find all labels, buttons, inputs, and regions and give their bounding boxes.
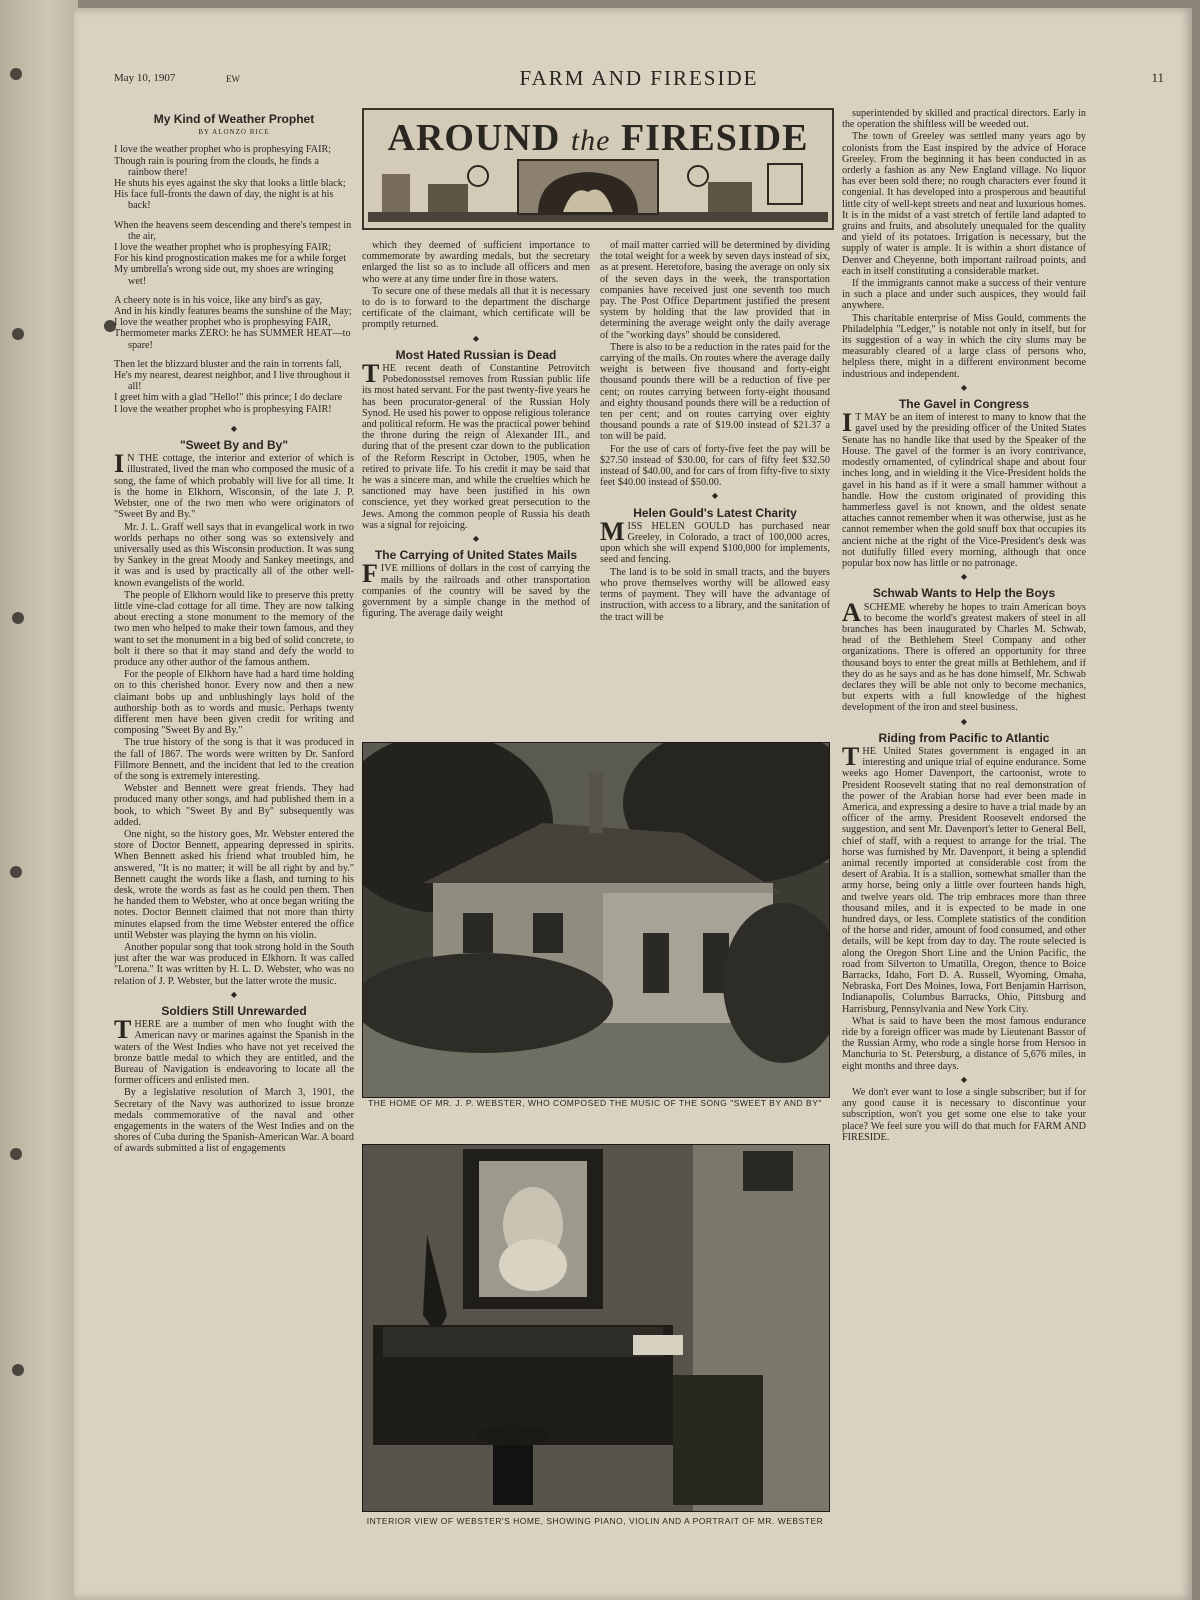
article-paragraph: By a legislative resolution of March 3, 1901, the Secretary of the Navy was authorized to issue bronze medals commemorative of the naval and other engagements in the waters of the West Indies and on the shores of Cuba during the Spanish-American War. A board of awards submitted a list of engagements [114, 1087, 354, 1155]
edition-code: EW [226, 74, 240, 84]
poem-line: I love the weather prophet who is prophesying FAIR! [114, 403, 332, 415]
section-divider: ◆ [472, 534, 480, 544]
poem-stanza [114, 295, 354, 351]
left-page-edge [0, 0, 78, 1600]
article-paragraph: The land is to be sold in small tracts, and the buyers who prove themselves worthy will be allowed easy terms of payment. They will have the advantage of instruction, with access to a library, and the sanitation of the tract will be [600, 566, 830, 623]
drop-cap: T [362, 359, 380, 389]
binding-hole [10, 68, 22, 80]
gavel-article [842, 408, 1086, 569]
banner-word-around: AROUND [387, 117, 561, 159]
binding-hole [10, 866, 22, 878]
poem-line: I love the weather prophet who is prophesying FAIR, [114, 317, 331, 329]
paragraph-text: T MAY be an item of interest to many to know that the gavel used by the presiding officer of the United States Senate has no handle like that used by the Speaker of the House. The gavel of the former is an ivory contrivance, modestly ornamented, of cylindrical shape and about four inches long, and in wielding it the Vice-President holds the gavel in his hand as if it were a small hammer without a handle. How the custom originated of providing this hammerless gavel is not known, and the oldest senate attaches cannot remember when it was otherwise, just as he cannot remember when the gold snuff box that occupies its ancient niche at the right of the Vice-President's desk was not dutifully filled every morning, although that once popular box now has little or no patronage. [842, 412, 1086, 569]
binding-hole [10, 1148, 22, 1160]
poem-line: His face full-fronts the dawn of day, the night is at his back! [114, 189, 334, 212]
poem-line: I love the weather prophet who is prophesying FAIR; [114, 144, 332, 156]
closing-note: We don't ever want to lose a single subscriber; but if for any good cause it is necessary to discontinue your subscription, won't you get some one else to take your place? We feel sure you will do that much for FARM AND FIRESIDE. [842, 1087, 1086, 1143]
article-paragraph [842, 741, 1086, 1015]
article-paragraph: There is also to be a reduction in the rates paid for the carrying of the mails. On routes where the average daily weight is between five thousand and forty-eight thousand pounds there will be a reduction of five per cent; on routes carrying between forty-eight thousand and eighty thousand pounds there will be a reduction of ten per cent; and on routes carrying over eighty thousand pounds a rate of $19.00 instead of $21.37 a ton will be paid. [600, 341, 830, 443]
section-divider: ◆ [960, 382, 968, 392]
article-paragraph: For the use of cars of forty-five feet the pay will be $27.50 instead of $30.00, for cars of fifty feet $32.50 instead of $40.00, and for cars of from fifty-five to sixty feet $40.00 instead of $50.00. [600, 443, 830, 489]
gavel-heading: The Gavel in Congress [898, 397, 1030, 412]
page-number: 11 [1151, 70, 1164, 85]
photo2-caption: INTERIOR VIEW OF WEBSTER'S HOME, SHOWING PIANO, VIOLIN AND A PORTRAIT OF MR. WEBSTER [366, 1516, 824, 1526]
drop-cap: F [362, 559, 378, 589]
gould-article [600, 516, 830, 623]
gould-heading: Helen Gould's Latest Charity [633, 505, 797, 520]
drop-cap: M [600, 516, 625, 546]
section-divider: ◆ [230, 423, 238, 433]
fireplace-illustration [368, 154, 828, 222]
poem-line: A cheery note is in his voice, like any bird's as gay, [114, 294, 322, 306]
poem-stanza [114, 359, 354, 415]
article-paragraph [842, 408, 1086, 569]
article-paragraph [114, 449, 354, 521]
soldiers-heading: Soldiers Still Unrewarded [161, 1004, 307, 1019]
drop-cap: A [842, 597, 861, 627]
issue-date: May 10, 1907 [114, 72, 176, 84]
poem-line: Though rain is pouring from the clouds, he finds a rainbow there! [114, 155, 319, 178]
gould-continued [842, 108, 1086, 380]
mails-continued [600, 240, 830, 488]
schwab-article [842, 597, 1086, 714]
section-divider: ◆ [472, 333, 480, 343]
article-paragraph [114, 1015, 354, 1087]
banner-word-the: the [570, 124, 611, 157]
poem-line: When the heavens seem descending and there's tempest in the air, [114, 219, 352, 242]
poem-line: He shuts his eyes against the sky that looks a little black; [114, 178, 346, 190]
drop-cap: I [114, 449, 125, 479]
section-divider: ◆ [960, 1074, 968, 1084]
poem-line: And in his kindly features beams the sunshine of the May; [114, 306, 352, 318]
poem-body [114, 144, 354, 414]
poem-line: Thermometer marks ZERO: he has SUMMER HEAT—to spare! [114, 328, 351, 351]
webster-home-exterior-photo [362, 742, 830, 1098]
paragraph-text: IVE millions of dollars in the cost of carrying the mails by the railroads and other transportation companies of the country will be saved by the government by a simple change in the method of figuring. The average daily weight [362, 563, 590, 620]
masthead-title: FARM AND FIRESIDE [519, 66, 759, 90]
poem-line: I love the weather prophet who is prophesying FAIR; [114, 242, 332, 254]
poem-stanza [114, 220, 354, 287]
poem-byline: BY ALONZO RICE [198, 128, 270, 137]
poem-line: Then let the blizzard bluster and the rain in torrents fall, [114, 358, 342, 370]
house-photo-image [363, 743, 829, 1097]
poem-line: I greet him with a glad "Hello!" this prince; I do declare [114, 392, 343, 404]
schwab-heading: Schwab Wants to Help the Boys [872, 586, 1056, 601]
column-1 [114, 108, 354, 1588]
article-paragraph: Another popular song that took strong hold in the South just after the war was produced in Elkhorn. It was called "Lorena." It was written by H. L. D. Webster, who was no relation of J. P. Webster, but the latter wrote the music. [114, 942, 354, 987]
paragraph-text: HE recent death of Constantine Petrovitch Pobedonosstsel removes from Russian public life its most hated servant. For the past twenty-five years he has been procurator-general of the Russian Holy Synod. He used his power to oppose religious tolerance and political reform. He was the practical power behind the throne during the reign of Alexander III., and during that of the present czar down to the publication of the Reform Rescript in October, 1905, when he retired to private life. To his credit it may be said that he was a sincere man, and while the cruelties which he sanctioned may have been justified in his own conscience, yet they worked great persecution to the Jews. Among the common people of Russia his death was a signal for rejoicing. [362, 363, 590, 531]
sweet-by-and-by-heading: "Sweet By and By" [179, 438, 289, 453]
drop-cap: I [842, 408, 853, 438]
sweet-by-and-by-article [114, 449, 354, 987]
around-the-fireside-banner [362, 108, 834, 230]
article-paragraph [362, 559, 590, 620]
column-4 [842, 108, 1086, 1588]
article-paragraph: Webster and Bennett were great friends. They had produced many other songs, and had published them in a book, to which "Sweet By and By" subsequently was added. [114, 783, 354, 828]
poem-stanza [114, 144, 354, 211]
article-paragraph: This charitable enterprise of Miss Gould, comments the Philadelphia "Ledger," is notable not only in itself, but for its suggestion of a way in which the city slums may be measurably cleared of a large class of persons who, helpless there, might in a different environment become industrious and independent. [842, 312, 1086, 380]
riding-article [842, 741, 1086, 1072]
article-paragraph: which they deemed of sufficient importance to commemorate by awarding medals, but the secretary enlarged the list so as to include all officers and men who were at any time under fire in those waters. [362, 240, 590, 285]
photo1-caption: THE HOME OF MR. J. P. WEBSTER, WHO COMPOSED THE MUSIC OF THE SONG "SWEET BY AND BY" [368, 1098, 822, 1108]
drop-cap: T [842, 741, 860, 771]
interior-photo-image [363, 1145, 829, 1511]
russian-article [362, 359, 590, 531]
paragraph-text: HE United States government is engaged in an interesting and unique trial of equine endurance. Some weeks ago Homer Davenport, the cartoonist, wrote to President Roosevelt stating that no real demonstration of the power of the Arabian horse had ever been made in America, and expressing a desire to have a trial made by an officer of the army. President Roosevelt endorsed the suggestion, and sent Mr. Davenport's letter to General Bell, chief of staff, with a request to arrange for the trial. The horse was furnished by Mr. Davenport, it being a splendid animal recently imported at considerable cost from the desert of Arabia. It is a stallion, somewhat smaller than the army horse, being only a little over fourteen hands high, and twelve years old. The trip embraces more than three thousand miles, and it is expected to be made in one hundred days, or less. Complete statistics of the condition of the horse and rider, amount of food consumed, and other details, will be kept from day to day. The route selected is along the Oregon Short Line and the Union Pacific, the road from Silverton to Umatilla, Oregon, thence to Boice Barracks, Idaho, Fort D. A. Russell, Wyoming, Omaha, Nebraska, Fort Des Moines, Iowa, Fort Benjamin Harrison, Indianapolis, Columbus Barracks, Ohio, Pittsburg and Harrisburg, Pennsylvania and New York City. [842, 745, 1086, 1015]
article-paragraph: The people of Elkhorn would like to preserve this pretty little vine-clad cottage for all time. They are now talking about erecting a stone monument to the memory of the two men who helped to make their town famous, and they want to set the monument in a big bed of solid concrete, to bolt it there so that it may stand and defy the world to produce any other author of the famous anthem. [114, 589, 354, 668]
article-paragraph [600, 516, 830, 566]
paragraph-text: ISS HELEN GOULD has purchased near Greeley, in Colorado, a tract of 100,000 acres, upon which she will expend $100,000 for implements, seed and fencing. [600, 520, 830, 566]
poem-line: My umbrella's wrong side out, my shoes are wringing wet! [114, 264, 334, 287]
binding-hole [12, 328, 24, 340]
column-2 [362, 240, 590, 730]
article-paragraph: of mail matter carried will be determined by dividing the total weight for a week by seven days instead of six, as at present. Heretofore, basing the average on only six of the seven days in the week, the transportation companies have received just one seventh too much pay. The Post Office Department justified the present system by holding that the law provided that in determining the average weight only the daily average of the "working days" should be considered. [600, 240, 830, 341]
article-paragraph: Mr. J. L. Graff well says that in evangelical work in two worlds perhaps no other song was so extensively and universally used as this Wisconsin production. It was sung by Sankey in the great Moody and Sankey meetings, and it was and is used by practically all of the other well-known evangelists of the world. [114, 521, 354, 589]
banner-word-fireside: FIRESIDE [620, 117, 809, 159]
poem-line: For his kind prognostication makes me for a while forget [114, 253, 347, 265]
section-divider: ◆ [230, 989, 238, 999]
riding-heading: Riding from Pacific to Atlantic [878, 730, 1050, 745]
soldiers-continued [362, 240, 590, 331]
article-paragraph [362, 359, 590, 531]
drop-cap: T [114, 1015, 132, 1045]
article-paragraph: superintended by skilled and practical directors. Early in the operation the shiftless will be weeded out. [842, 108, 1086, 131]
article-paragraph: One night, so the history goes, Mr. Webster entered the store of Doctor Bennett, appearing depressed in spirits. When Bennett asked his friend what troubled him, he answered, "It is no matter; it will be all right by and by." Bennett caught the words like a flash, and turning to his desk, wrote the words as fast as he could pen them. Then he handed them to Webster, who at once began writing the notes. Doctor Bennett claimed that not more than thirty minutes elapsed from the time Webster entered the office until Webster was playing the hymn on his violin. [114, 828, 354, 941]
binding-hole [12, 1364, 24, 1376]
soldiers-article [114, 1015, 354, 1155]
article-paragraph [842, 597, 1086, 714]
mails-heading: The Carrying of United States Mails [374, 548, 578, 563]
article-paragraph: If the immigrants cannot make a success of their venture in such a place and under such auspices, they would fail anywhere. [842, 278, 1086, 312]
newspaper-page [74, 8, 1192, 1600]
russian-heading: Most Hated Russian is Dead [395, 347, 557, 362]
binding-hole [12, 612, 24, 624]
article-paragraph: What is said to have been the most famous endurance ride by a foreign officer was made by Lieutenant Bassor of the Russian Army, who rode a single horse from Hersoo in Manchuria to St. Petersburg, a distance of 5,676 miles, in eight months and three days. [842, 1015, 1086, 1072]
section-divider: ◆ [960, 572, 968, 582]
article-paragraph: The town of Greeley was settled many years ago by colonists from the East inspired by the advice of Horace Greeley. From the beginning it has been conducted in as orderly a fashion as any New England village. No liquor has ever been sold there; no rough characters ever found it congenial. It has developed into a prosperous and beautiful little city of well-kept streets and neat and luxurious homes. It is in the midst of a vast stretch of fertile land adapted to grains and fruits, and absolutely unequaled for the quality and yield of its potatoes. Irrigation is necessary, but the supply of water is ample. It is within a short distance of Denver and Cheyenne, both important railroad points, and each in itself constituting a considerable market. [842, 131, 1086, 277]
section-divider: ◆ [960, 716, 968, 726]
mails-article [362, 559, 590, 620]
column-3 [600, 240, 830, 730]
article-paragraph: The true history of the song is that it was produced in the fall of 1867. The words were written by Dr. Sanford Fillmore Bennett, and the incident that led to the creation of the song is extremely interesting. [114, 737, 354, 782]
section-divider: ◆ [711, 491, 719, 501]
paragraph-text: SCHEME whereby he hopes to train American boys to become the world's greatest makers of steel in all branches has been inaugurated by Charles M. Schwab, head of the Bethlehem Steel Company and other organizations. There is offered an opportunity for three thousand boys to enter the great mills at Bethlehem, and if they do as he says and as he has done himself, Mr. Schwab declares they will be able not only to become mechanics, but experts with a full knowledge of the highest development of the iron and steel business. [842, 601, 1086, 714]
poem-title: My Kind of Weather Prophet [153, 112, 315, 126]
article-paragraph: For the people of Elkhorn have had a hard time holding on to this cherished honor. Every now and then a new claimant bobs up and unblushingly lays hold of the authorship both as to words and music. Perhaps twenty different men have been given credit for writing and composing "Sweet By and By." [114, 669, 354, 737]
webster-home-interior-photo [362, 1144, 830, 1512]
poem-line: He's my nearest, dearest neighbor, and I live throughout it all! [114, 370, 350, 393]
paragraph-text: N THE cottage, the interior and exterior of which is illustrated, lived the man who composed the music of a song, the fame of which probably will live for all time. It is the home in Elkhorn, Wisconsin, of the late J. P. Webster, one of the two men who were originators of "Sweet By and By." [114, 453, 354, 521]
page-header [114, 66, 1164, 96]
article-paragraph: To secure one of these medals all that it is necessary to do is to forward to the department the discharge certificate of the claimant, which certificate will be promptly returned. [362, 285, 590, 331]
paragraph-text: HERE are a number of men who fought with the American navy or marines against the Spanish in the waters of the West Indies who have not yet received the bronze battle medal to which they are entitled, and the Bureau of Navigation is endeavoring to locate all the former officers and enlisted men. [114, 1019, 354, 1087]
